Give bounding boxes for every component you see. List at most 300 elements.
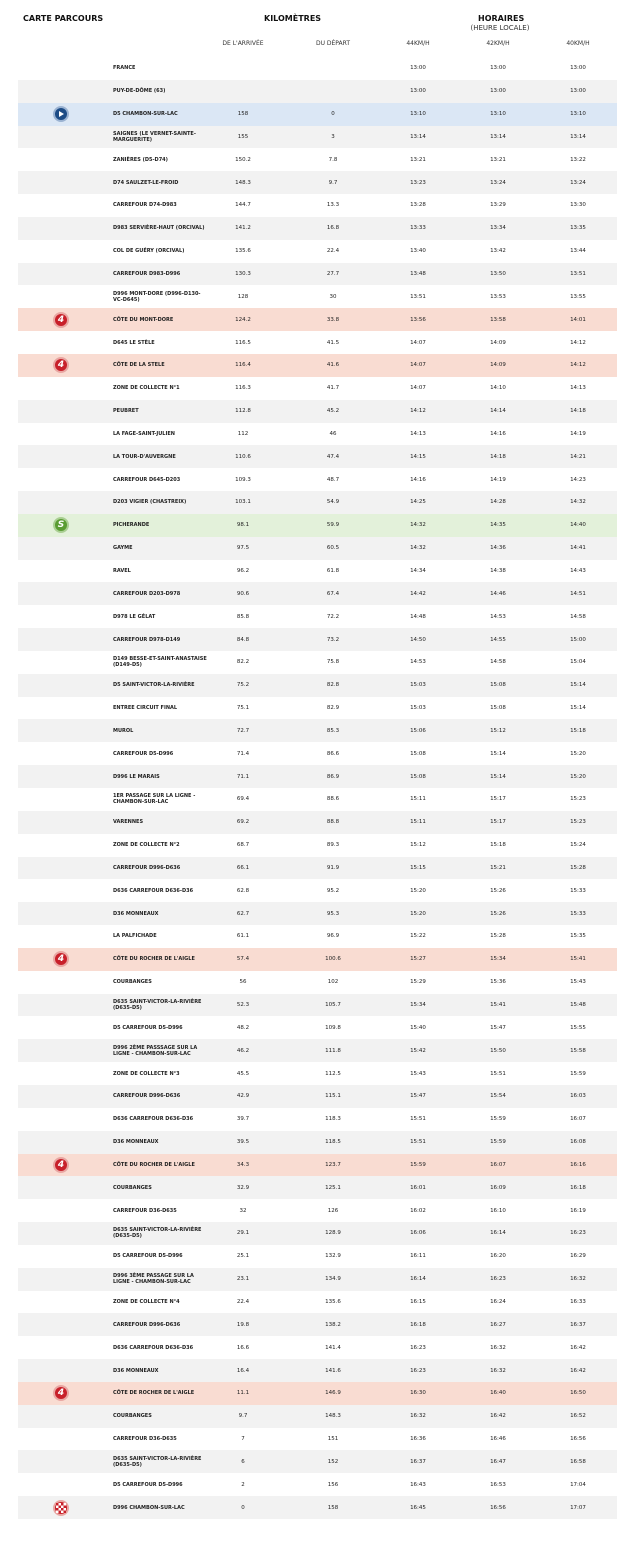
time-40kmh: 15:55 [570,1024,586,1031]
table-row [18,811,617,834]
row-icon-cell [18,194,104,217]
row-icon-cell [18,1473,104,1496]
location-name: MUROL [113,727,134,734]
row-icon-cell [18,285,104,308]
speed-40-column-header: 40KM/H [566,40,590,47]
table-row [18,971,617,994]
row-icon-cell [18,834,104,857]
table-row [18,148,617,171]
time-42kmh: 16:42 [490,1413,506,1420]
location-name: 1ER PASSAGE SUR LA LIGNE - CHAMBON-SUR-LAC [113,793,196,806]
time-42kmh: 13:21 [490,156,506,163]
time-42kmh: 14:09 [490,339,506,346]
location-name: VARENNES [113,819,144,826]
km-from-finish: 2 [241,1481,245,1488]
km-from-finish: 0 [241,1504,245,1511]
table-row [18,514,617,537]
time-42kmh: 13:34 [490,225,506,232]
km-from-finish: 48.2 [236,1024,250,1031]
km-from-start: 3 [331,133,335,140]
km-from-start: 132.9 [325,1253,341,1260]
time-40kmh: 16:03 [570,1093,586,1100]
time-42kmh: 14:14 [490,408,506,415]
km-from-start: 112.5 [325,1070,341,1077]
row-icon-cell [18,1016,104,1039]
km-from-start: 109.8 [325,1024,341,1031]
km-from-finish: 90.6 [236,590,250,597]
table-row [18,1496,617,1519]
table-row [18,719,617,742]
time-40kmh: 15:33 [570,887,586,894]
time-44kmh: 15:12 [410,842,426,849]
location-name: ZONE DE COLLECTE N°2 [113,842,180,849]
location-name: CARREFOUR D36-D635 [113,1207,177,1214]
time-40kmh: 17:04 [570,1481,586,1488]
time-42kmh: 15:17 [490,819,506,826]
km-from-finish: 116.3 [235,385,251,392]
time-40kmh: 13:30 [570,202,586,209]
location-name: D149 BESSE-ET-SAINT-ANASTAISE (D149-D5) [113,656,207,669]
table-row [18,902,617,925]
km-from-start: 89.3 [326,842,340,849]
time-42kmh: 15:36 [490,979,506,986]
km-from-start: 152 [327,1458,339,1465]
table-row [18,1291,617,1314]
location-name: FRANCE [113,65,136,72]
km-from-finish: 46.2 [236,1047,250,1054]
row-icon-cell [18,948,104,971]
depart-column-header: DU DÉPART [315,40,351,47]
row-icon-cell [18,1245,104,1268]
row-icon-cell [18,537,104,560]
km-from-finish: 23.1 [236,1276,250,1283]
km-from-finish: 66.1 [236,864,250,871]
time-40kmh: 15:24 [570,842,586,849]
time-44kmh: 14:07 [410,362,426,369]
time-42kmh: 14:10 [490,385,506,392]
location-name: D5 CARREFOUR D5-D996 [113,1253,183,1260]
km-from-start: 7.8 [328,156,338,163]
table-row [18,1359,617,1382]
row-icon-cell [18,925,104,948]
km-from-start: 126 [327,1207,339,1214]
time-44kmh: 14:32 [410,545,426,552]
time-42kmh: 16:32 [490,1367,506,1374]
time-42kmh: 16:56 [490,1504,506,1511]
km-from-finish: 52.3 [236,1002,250,1009]
time-42kmh: 13:29 [490,202,506,209]
km-from-start: 105.7 [325,1002,341,1009]
time-42kmh: 14:46 [490,590,506,597]
km-from-finish: 7 [241,1436,245,1443]
time-44kmh: 15:27 [410,956,426,963]
time-44kmh: 14:34 [410,567,426,574]
time-40kmh: 14:21 [570,453,586,460]
table-row [18,445,617,468]
location-name: COURBANGES [113,1184,152,1191]
time-44kmh: 15:20 [410,887,426,894]
time-44kmh: 14:16 [410,476,426,483]
time-42kmh: 16:24 [490,1298,506,1305]
location-name: CARREFOUR D74-D983 [113,202,177,209]
time-42kmh: 13:58 [490,316,506,323]
location-name: CÔTE DU ROCHER DE L'AIGLE [113,956,195,963]
location-name: ZONE DE COLLECTE N°4 [113,1298,180,1305]
km-from-finish: 62.7 [236,910,250,917]
time-42kmh: 15:14 [490,773,506,780]
speed-44-column-header: 44KM/H [406,40,430,47]
time-42kmh: 14:18 [490,453,506,460]
row-icon-cell [18,605,104,628]
km-from-start: 118.5 [325,1139,341,1146]
table-row [18,1268,617,1291]
table-row [18,742,617,765]
time-40kmh: 14:13 [570,385,586,392]
row-icon-cell [18,1336,104,1359]
time-42kmh: 15:08 [490,682,506,689]
table-row [18,1154,617,1177]
row-icon-cell [18,217,104,240]
row-icon-cell [18,308,104,331]
time-44kmh: 13:00 [410,88,426,95]
row-icon-cell [18,857,104,880]
time-40kmh: 13:22 [570,156,586,163]
row-icon-cell [18,377,104,400]
time-40kmh: 17:07 [570,1504,586,1511]
table-row [18,1039,617,1062]
table-row [18,171,617,194]
time-40kmh: 14:41 [570,545,586,552]
row-icon-cell [18,1222,104,1245]
time-42kmh: 14:36 [490,545,506,552]
table-row [18,57,617,80]
km-from-start: 123.7 [325,1161,341,1168]
row-icon-cell [18,697,104,720]
start-play-icon [53,106,69,122]
time-42kmh: 14:28 [490,499,506,506]
row-icon-cell [18,1428,104,1451]
table-header [0,0,634,56]
time-40kmh: 16:50 [570,1390,586,1397]
km-from-start: 95.2 [326,887,340,894]
table-row [18,354,617,377]
time-44kmh: 13:14 [410,133,426,140]
km-from-finish: 39.7 [236,1116,250,1123]
time-42kmh: 16:46 [490,1436,506,1443]
time-44kmh: 16:15 [410,1298,426,1305]
km-from-finish: 11.1 [236,1390,250,1397]
time-44kmh: 15:29 [410,979,426,986]
row-icon-cell [18,971,104,994]
km-from-finish: 124.2 [235,316,251,323]
time-44kmh: 16:23 [410,1367,426,1374]
table-row [18,377,617,400]
time-40kmh: 13:10 [570,111,586,118]
km-from-start: 88.6 [326,796,340,803]
table-row [18,285,617,308]
location-name: D996 MONT-DORE (D996-D130-VC-D645) [113,290,201,303]
location-name: D36 MONNEAUX [113,910,159,917]
km-from-start: 115.1 [325,1093,341,1100]
time-42kmh: 16:07 [490,1161,506,1168]
row-icon-cell [18,651,104,674]
location-name: D636 CARREFOUR D636-D36 [113,887,194,894]
table-row [18,834,617,857]
table-row [18,857,617,880]
time-44kmh: 16:43 [410,1481,426,1488]
table-row [18,537,617,560]
table-row [18,491,617,514]
time-40kmh: 14:12 [570,339,586,346]
location-name: D645 LE STÈLE [113,339,155,346]
location-name: CARREFOUR D978-D149 [113,636,181,643]
table-row [18,605,617,628]
km-from-start: 96.9 [326,933,340,940]
table-row [18,331,617,354]
row-icon-cell [18,57,104,80]
row-icon-cell [18,126,104,149]
time-44kmh: 16:32 [410,1413,426,1420]
table-row [18,925,617,948]
km-from-finish: 141.2 [235,225,251,232]
location-name: CARREFOUR D996-D636 [113,1321,181,1328]
time-42kmh: 14:55 [490,636,506,643]
time-42kmh: 16:32 [490,1344,506,1351]
time-42kmh: 16:47 [490,1458,506,1465]
km-from-start: 141.4 [325,1344,341,1351]
time-44kmh: 16:02 [410,1207,426,1214]
time-40kmh: 15:23 [570,796,586,803]
km-from-start: 118.3 [325,1116,341,1123]
time-42kmh: 13:10 [490,111,506,118]
row-icon-cell [18,1131,104,1154]
carte-parcours-heading: CARTE PARCOURS [23,14,104,23]
time-44kmh: 16:23 [410,1344,426,1351]
location-name: CARREFOUR D645-D203 [113,476,181,483]
km-from-start: 75.8 [326,659,340,666]
km-from-start: 91.9 [326,864,340,871]
time-42kmh: 14:38 [490,567,506,574]
time-44kmh: 16:37 [410,1458,426,1465]
km-from-start: 54.9 [326,499,340,506]
time-42kmh: 15:51 [490,1070,506,1077]
km-from-start: 95.3 [326,910,340,917]
location-name: CÔTE DE ROCHER DE L'AIGLE [113,1390,195,1397]
time-42kmh: 15:34 [490,956,506,963]
time-40kmh: 15:20 [570,750,586,757]
time-40kmh: 13:00 [570,88,586,95]
km-from-finish: 155 [237,133,249,140]
km-from-start: 41.6 [326,362,340,369]
km-from-start: 45.2 [326,408,340,415]
time-42kmh: 13:24 [490,179,506,186]
location-name: D635 SAINT-VICTOR-LA-RIVIÈRE (D635-D5) [113,1455,202,1468]
time-40kmh: 16:29 [570,1253,586,1260]
time-44kmh: 15:51 [410,1116,426,1123]
km-from-start: 27.7 [326,271,340,278]
table-row [18,1336,617,1359]
row-icon-cell [18,560,104,583]
time-42kmh: 16:14 [490,1230,506,1237]
km-from-finish: 62.8 [236,887,250,894]
time-42kmh: 15:26 [490,910,506,917]
km-from-finish: 98.1 [236,522,250,529]
km-from-finish: 71.4 [236,750,250,757]
time-40kmh: 15:04 [570,659,586,666]
row-icon-cell [18,1268,104,1291]
location-name: CÔTE DE LA STELE [113,362,165,369]
location-name: D635 SAINT-VICTOR-LA-RIVIÈRE (D635-D5) [113,1227,202,1240]
location-name: ENTREE CIRCUIT FINAL [113,705,178,712]
time-44kmh: 16:18 [410,1321,426,1328]
row-icon-cell [18,902,104,925]
time-40kmh: 16:58 [570,1458,586,1465]
row-icon-cell [18,445,104,468]
km-from-start: 33.8 [326,316,340,323]
row-icon-cell [18,1199,104,1222]
table-row [18,80,617,103]
time-44kmh: 14:42 [410,590,426,597]
table-row [18,126,617,149]
location-name: CARREFOUR D983-D996 [113,271,181,278]
climb-category-4-icon: 4 [53,357,69,373]
location-name: D5 CARREFOUR D5-D996 [113,1481,183,1488]
time-44kmh: 13:48 [410,271,426,278]
row-icon-cell [18,582,104,605]
time-40kmh: 15:41 [570,956,586,963]
time-40kmh: 16:18 [570,1184,586,1191]
table-row [18,1473,617,1496]
time-42kmh: 14:19 [490,476,506,483]
time-42kmh: 13:50 [490,271,506,278]
location-name: D74 SAULZET-LE-FROID [113,179,179,186]
sprint-icon: S [53,517,69,533]
time-40kmh: 14:58 [570,613,586,620]
km-from-start: 148.3 [325,1413,341,1420]
time-44kmh: 15:43 [410,1070,426,1077]
location-name: D636 CARREFOUR D636-D36 [113,1116,194,1123]
table-row [18,788,617,811]
row-icon-cell [18,994,104,1017]
location-name: PEUBRET [113,408,139,415]
location-name: D996 2ÈME PASSSAGE SUR LA LIGNE - CHAMBON-SUR-LAC [113,1044,198,1057]
km-from-finish: 19.8 [236,1321,250,1328]
horaires-heading: HORAIRES [478,14,525,23]
time-42kmh: 16:40 [490,1390,506,1397]
time-44kmh: 13:21 [410,156,426,163]
location-name: D5 CARREFOUR D5-D996 [113,1024,183,1031]
km-from-start: 86.9 [326,773,340,780]
table-row [18,1176,617,1199]
time-44kmh: 14:15 [410,453,426,460]
km-from-finish: 128 [237,293,249,300]
km-from-start: 67.4 [326,590,340,597]
km-from-finish: 68.7 [236,842,250,849]
time-42kmh: 13:00 [490,88,506,95]
row-icon-cell [18,1108,104,1131]
time-42kmh: 15:50 [490,1047,506,1054]
time-42kmh: 15:54 [490,1093,506,1100]
table-row [18,582,617,605]
speed-42-column-header: 42KM/H [486,40,510,47]
time-44kmh: 14:32 [410,522,426,529]
time-42kmh: 15:08 [490,705,506,712]
km-from-finish: 75.2 [236,682,250,689]
km-from-finish: 103.1 [235,499,251,506]
location-name: D996 LE MARAIS [113,773,160,780]
km-from-finish: 75.1 [236,705,250,712]
table-row [18,1131,617,1154]
time-40kmh: 16:32 [570,1276,586,1283]
time-40kmh: 16:56 [570,1436,586,1443]
time-42kmh: 15:14 [490,750,506,757]
km-from-finish: 158 [237,111,249,118]
time-40kmh: 13:44 [570,248,586,255]
km-from-finish: 42.9 [236,1093,250,1100]
row-icon-cell [18,468,104,491]
km-from-finish: 32.9 [236,1184,250,1191]
km-from-start: 46 [329,430,337,437]
location-name: COURBANGES [113,1413,152,1420]
time-42kmh: 15:26 [490,887,506,894]
time-40kmh: 14:12 [570,362,586,369]
time-40kmh: 15:58 [570,1047,586,1054]
time-44kmh: 14:25 [410,499,426,506]
km-from-start: 146.9 [325,1390,341,1397]
time-44kmh: 13:56 [410,316,426,323]
time-42kmh: 16:27 [490,1321,506,1328]
km-from-finish: 85.8 [236,613,250,620]
location-name: CARREFOUR D203-D978 [113,590,181,597]
location-name: D5 SAINT-VICTOR-LA-RIVIÈRE [113,682,195,689]
time-42kmh: 15:12 [490,727,506,734]
row-icon-cell [18,80,104,103]
row-icon-cell [18,628,104,651]
location-name: ZONE DE COLLECTE N°3 [113,1070,180,1077]
location-name: RAVEL [113,567,131,574]
km-from-start: 82.8 [326,682,340,689]
km-from-finish: 57.4 [236,956,250,963]
row-icon-cell [18,1382,104,1405]
km-from-start: 135.6 [325,1298,341,1305]
km-from-start: 111.8 [325,1047,341,1054]
table-row [18,194,617,217]
table-row [18,651,617,674]
time-42kmh: 15:59 [490,1139,506,1146]
location-name: D203 VIGIER (CHASTREIX) [113,499,187,506]
time-42kmh: 14:58 [490,659,506,666]
location-name: LA TOUR-D'AUVERGNE [113,453,176,460]
table-row [18,263,617,286]
time-40kmh: 16:42 [570,1344,586,1351]
km-from-start: 41.7 [326,385,340,392]
km-from-finish: 6 [241,1458,245,1465]
km-from-finish: 72.7 [236,727,250,734]
time-40kmh: 14:51 [570,590,586,597]
climb-category-4-icon: 4 [53,1157,69,1173]
time-40kmh: 15:20 [570,773,586,780]
km-from-finish: 97.5 [236,545,250,552]
km-from-start: 22.4 [326,248,340,255]
time-42kmh: 13:42 [490,248,506,255]
location-name: COURBANGES [113,979,152,986]
time-44kmh: 14:50 [410,636,426,643]
route-table [18,57,617,1519]
time-42kmh: 13:00 [490,65,506,72]
location-name: PICHERANDE [113,522,150,529]
row-icon-cell [18,263,104,286]
time-40kmh: 14:01 [570,316,586,323]
